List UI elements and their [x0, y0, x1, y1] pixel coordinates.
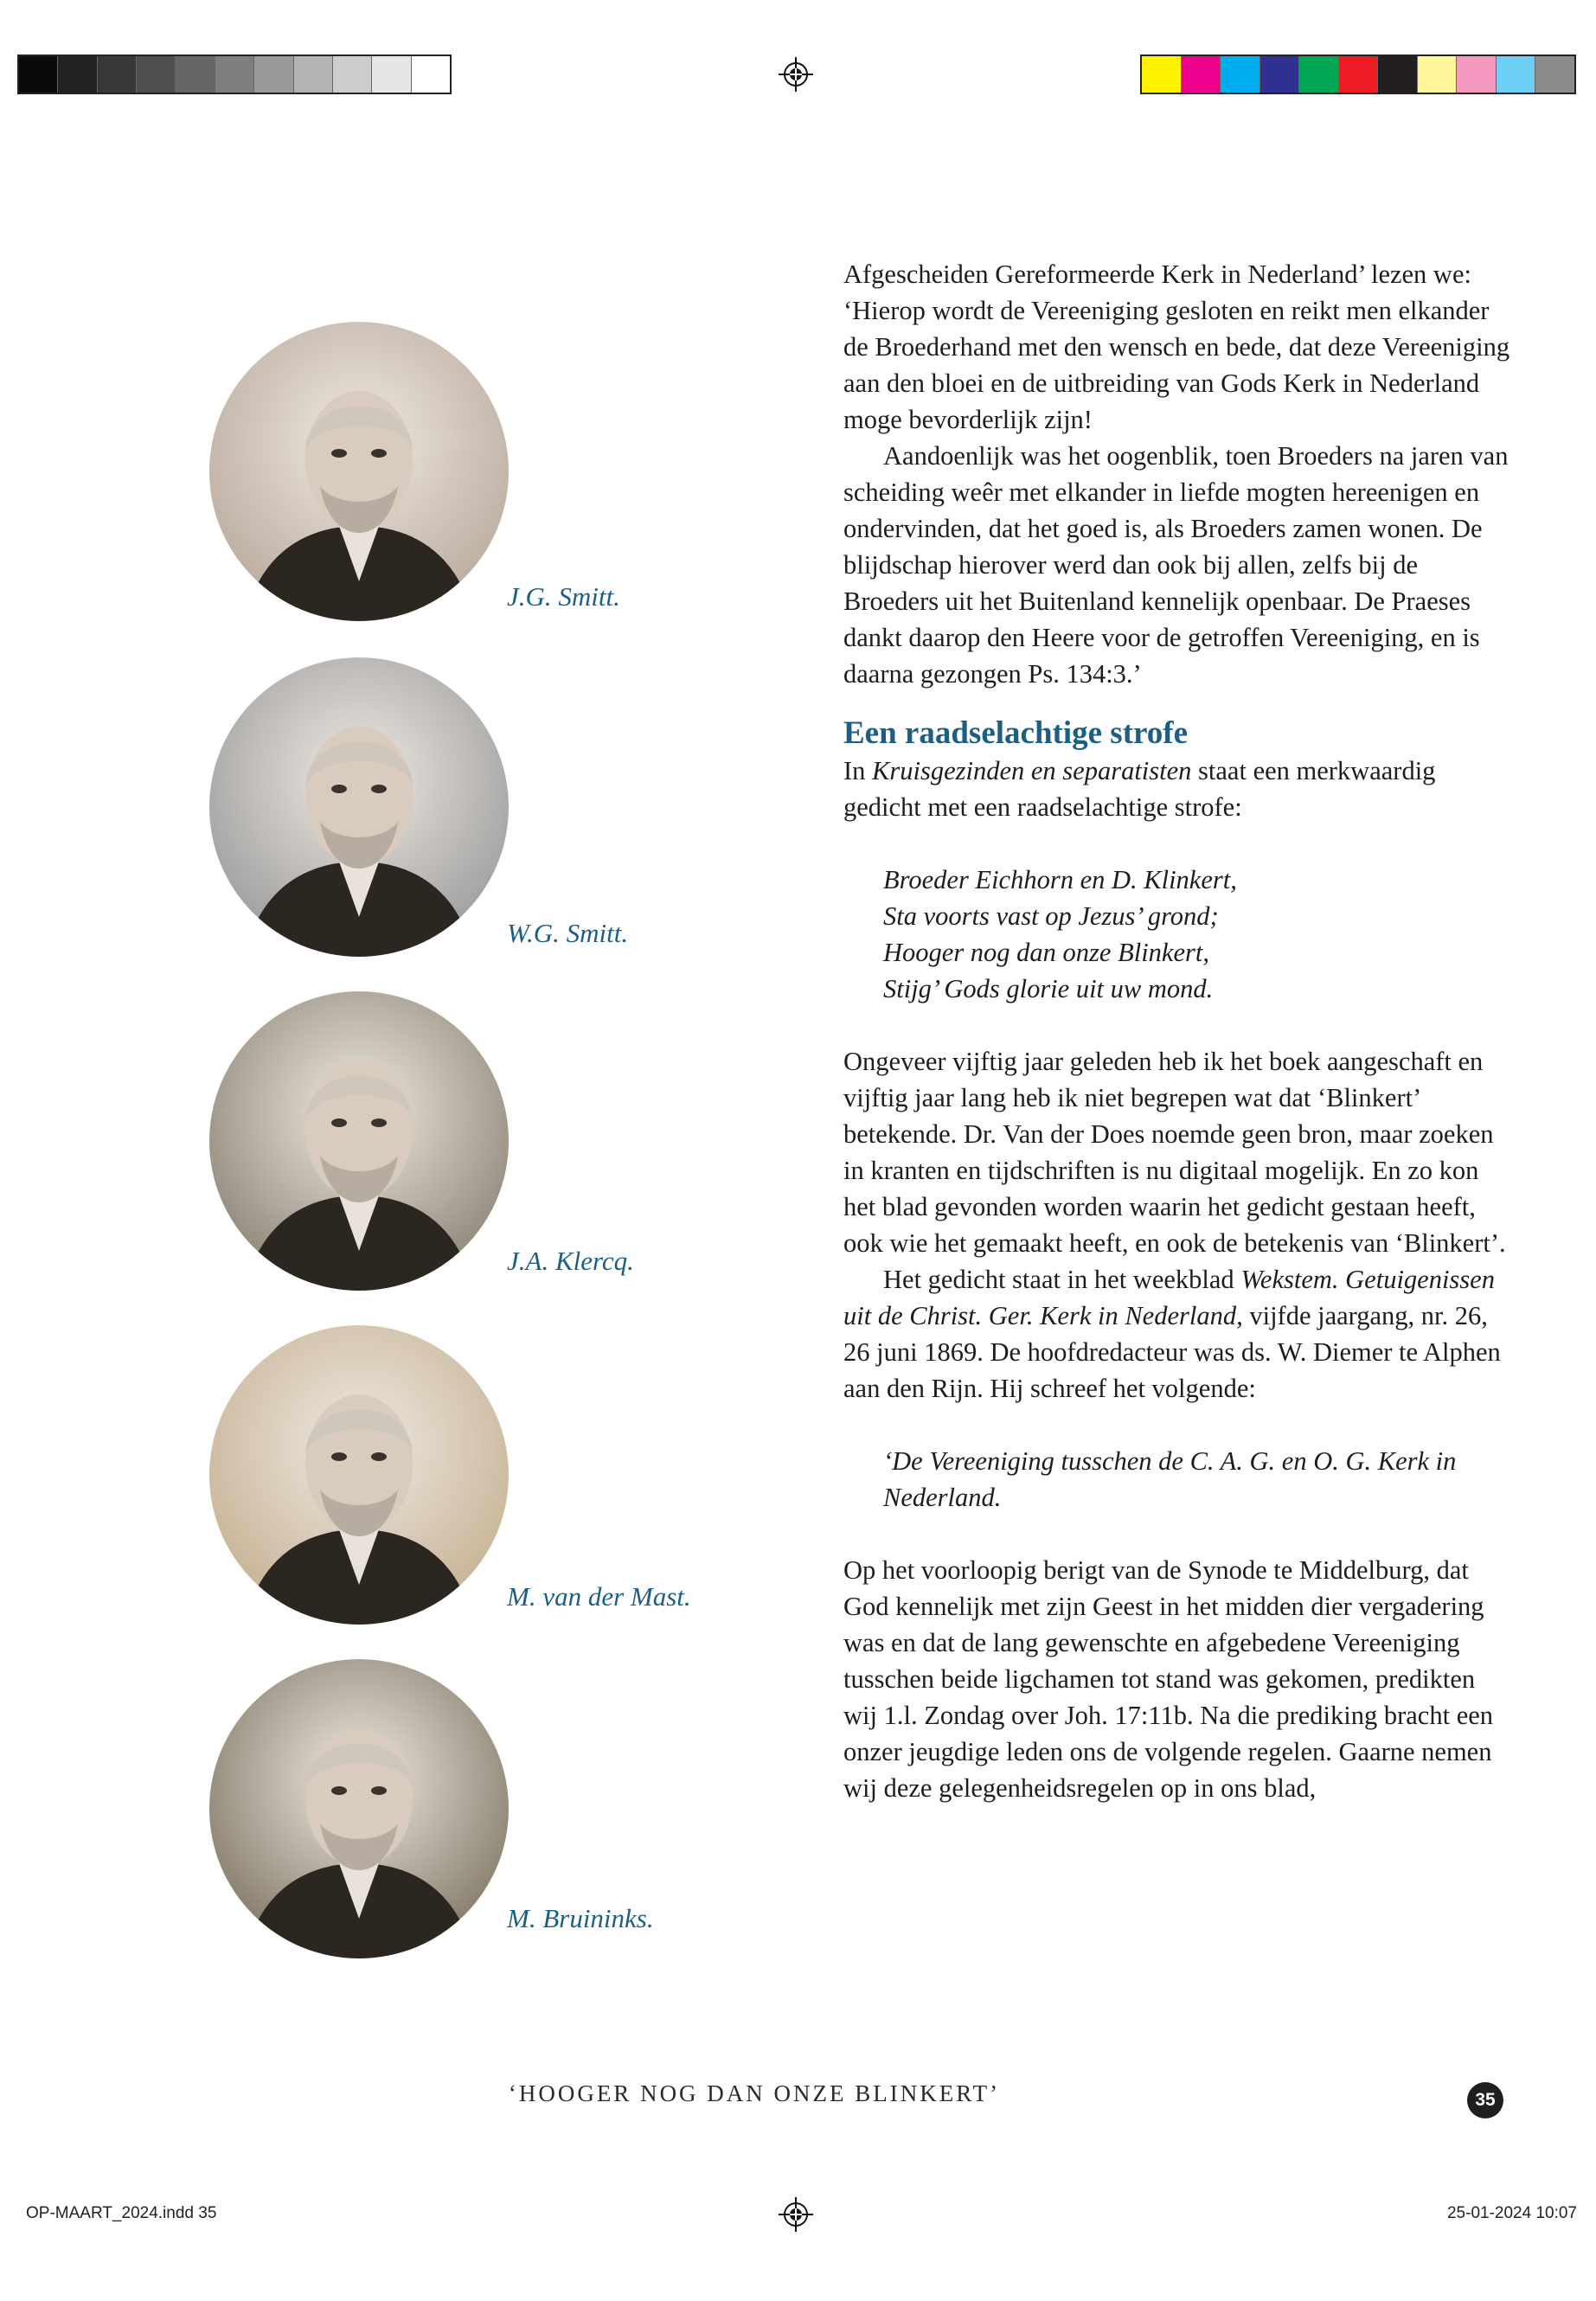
portrait-caption: J.G. Smitt.	[507, 581, 620, 612]
color-swatch	[98, 56, 137, 93]
color-swatch	[1260, 56, 1300, 93]
verse-line: Hooger nog dan onze Blinkert,	[883, 938, 1209, 967]
color-swatch	[1535, 56, 1574, 93]
periodical-title: Wekstem. Getuigenissen uit de Christ. Ger. Kerk in Nederland,	[843, 1265, 1495, 1330]
paragraph: Op het voorloopig berigt van de Synode te Middelburg, dat God kennelijk met zijn Geest in het midden dier vergadering was en dat de lang gewenschte en afgebedene Vereeniging tusschen beide ligchamen tot stand was gekomen, predikten wij 1.l. Zondag over Joh. 17:11b. Na die prediking bracht een onzer jeugdige leden ons de volgende regelen. Gaarne nemen wij deze gelegenheidsregelen op in ons blad,	[843, 1555, 1494, 1803]
portrait-caption: M. Bruininks.	[507, 1903, 654, 1933]
color-swatch	[333, 56, 372, 93]
color-swatch	[215, 56, 254, 93]
portrait-photo	[209, 657, 509, 957]
color-swatch	[1182, 56, 1221, 93]
text: Het gedicht staat in het weekblad	[883, 1265, 1241, 1294]
text: In	[843, 756, 873, 785]
color-swatch	[1497, 56, 1536, 93]
page-number: 35	[1467, 2082, 1503, 2118]
paragraph: Afgescheiden Gereformeerde Kerk in Nederland’ lezen we: ‘Hierop wordt de Vereeniging gesloten en reikt men elkander de Broederhand met den wensch en bede, dat deze Vereeniging aan den bloei en de uitbreiding van Gods Kerk in Nederland moge bevorderlijk zijn!	[843, 260, 1510, 434]
slug-filename: OP-MAART_2024.indd 35	[26, 2204, 217, 2222]
grayscale-color-bar	[17, 54, 452, 94]
registration-mark-icon	[779, 2197, 813, 2232]
color-swatch	[1299, 56, 1339, 93]
paragraph: Ongeveer vijftig jaar geleden heb ik het boek aangeschaft en vijftig jaar lang heb ik niet begrepen wat dat ‘Blinkert’ betekende. Dr. Van der Does noemde geen bron, maar zoeken in kranten en tijdschriften is nu digitaal mogelijk. En zo kon het blad gevonden worden waarin het gedicht gestaan heeft, ook wie het gemaakt heeft, en ook de betekenis van ‘Blinkert’.	[843, 1047, 1506, 1258]
article-column	[843, 256, 1514, 1806]
color-swatch	[176, 56, 215, 93]
paragraph	[843, 753, 1514, 825]
color-swatch	[1142, 56, 1182, 93]
color-swatch	[1221, 56, 1260, 93]
color-swatch	[19, 56, 58, 93]
verse-line: Sta voorts vast op Jezus’ grond;	[883, 901, 1219, 931]
color-swatch	[1378, 56, 1418, 93]
portrait-photo	[209, 1325, 509, 1625]
color-swatch	[294, 56, 333, 93]
portrait-caption: M. van der Mast.	[507, 1581, 691, 1612]
color-swatch	[254, 56, 293, 93]
block-quote: ‘De Vereeniging tusschen de C. A. G. en O. G. Kerk in Nederland.	[883, 1446, 1457, 1512]
verse-line: Stijg’ Gods glorie uit uw mond.	[883, 974, 1214, 1003]
slug-datetime: 25-01-2024 10:07	[1446, 2204, 1577, 2222]
color-swatch	[1339, 56, 1379, 93]
process-color-bar	[1140, 54, 1576, 94]
color-swatch	[58, 56, 97, 93]
color-swatch	[1418, 56, 1458, 93]
portrait-caption: J.A. Klercq.	[507, 1246, 634, 1276]
section-heading: Een raadselachtige strofe	[843, 715, 1189, 751]
running-head: ‘HOOGER NOG DAN ONZE BLINKERT’	[508, 2080, 1001, 2106]
text: vijfde jaargang, nr. 26, 26 juni 1869. De hoofdredacteur was ds. W. Diemer te Alphen aan den Rijn. Hij schreef het volgende:	[843, 1301, 1501, 1403]
color-swatch	[1457, 56, 1497, 93]
portrait-photo	[209, 1659, 509, 1958]
color-swatch	[412, 56, 450, 93]
color-swatch	[137, 56, 176, 93]
text: staat een merkwaardig gedicht met een raadselachtige strofe:	[843, 756, 1436, 822]
poem-stanza	[883, 862, 1514, 1007]
paragraph: Aandoenlijk was het oogenblik, toen Broeders na jaren van scheiding weêr met elkander in liefde mogten hereenigen en ondervinden, dat het goed is, als Broeders zamen wonen. De blijdschap hierover werd dan ook bij allen, zelfs bij de Broeders uit het Buitenland kennelijk openbaar. De Praeses dankt daarop den Heere voor de getroffen Vereeniging, en is daarna gezongen Ps. 134:3.’	[843, 441, 1509, 689]
portrait-photo	[209, 322, 509, 621]
paragraph	[843, 1261, 1514, 1407]
registration-mark-icon	[779, 57, 813, 92]
book-title: Kruisgezinden en separatisten	[872, 756, 1192, 785]
verse-line: Broeder Eichhorn en D. Klinkert,	[883, 865, 1237, 894]
portrait-caption: W.G. Smitt.	[507, 918, 629, 948]
color-swatch	[372, 56, 411, 93]
portrait-photo	[209, 991, 509, 1291]
